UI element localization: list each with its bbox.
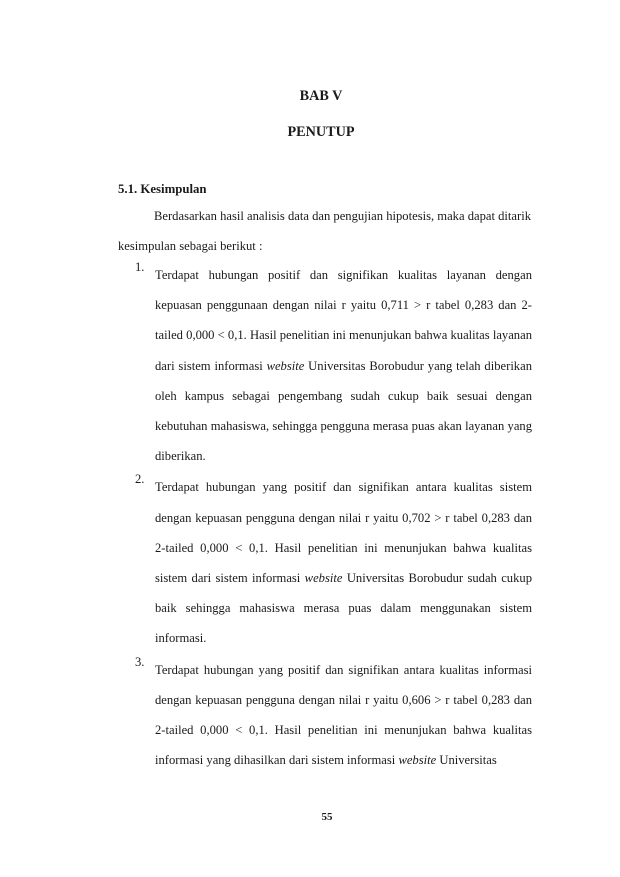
list-item-number: 2.: [135, 472, 145, 487]
list-item-number: 1.: [135, 260, 145, 274]
list-item: [118, 472, 532, 653]
emphasis-website: website: [304, 571, 343, 586]
list-item: [118, 655, 532, 776]
list-item-number: 3.: [135, 654, 145, 669]
emphasis-website: website: [398, 753, 437, 768]
section-heading: 5.1. Kesimpulan: [118, 182, 207, 196]
list-item-text: Terdapat hubungan positif dan signifikan kualitas layanan dengan kepuasan penggunaan dengan nilai r yaitu 0,711 > r tabel 0,283 dan 2-tailed 0,000 < 0,1. Hasil penelitian ini menunjukan bahwa kualitas layanan dari sistem informasi website Universitas Borobudur yang telah diberikan oleh kampus sebagai pengembang sudah cukup baik sesuai dengan kebutuhan mahasiswa, sehingga pengguna merasa puas akan layanan yang diberikan.: [155, 268, 532, 464]
list-item-text: Terdapat hubungan yang positif dan signifikan antara kualitas informasi dengan kepuasan pengguna dengan nilai r yaitu 0,606 > r tabel 0,283 dan 2-tailed 0,000 < 0,1. Hasil penelitian ini menunjukan bahwa kualitas informasi yang dihasilkan dari sistem informasi website Universitas: [155, 662, 532, 768]
intro-paragraph-line-2: kesimpulan sebagai berikut :: [118, 239, 263, 253]
intro-paragraph-line-1: Berdasarkan hasil analisis data dan pengujian hipotesis, maka dapat ditarik: [154, 209, 532, 223]
emphasis-website: website: [266, 358, 305, 373]
conclusion-list: [118, 260, 532, 775]
list-item: [118, 260, 532, 471]
chapter-title: PENUTUP: [287, 124, 355, 140]
list-item-text: Terdapat hubungan yang positif dan signifikan antara kualitas sistem dengan kepuasan pengguna dengan nilai r yaitu 0,702 > r tabel 0,283 dan 2-tailed 0,000 < 0,1. Hasil penelitian ini menunjukan bahwa kualitas sistem dari sistem informasi website Universitas Borobudur sudah cukup baik sehingga mahasiswa merasa puas dalam menggunakan sistem informasi.: [155, 480, 532, 646]
page-number: 55: [321, 811, 333, 823]
chapter-label: BAB V: [299, 88, 343, 104]
